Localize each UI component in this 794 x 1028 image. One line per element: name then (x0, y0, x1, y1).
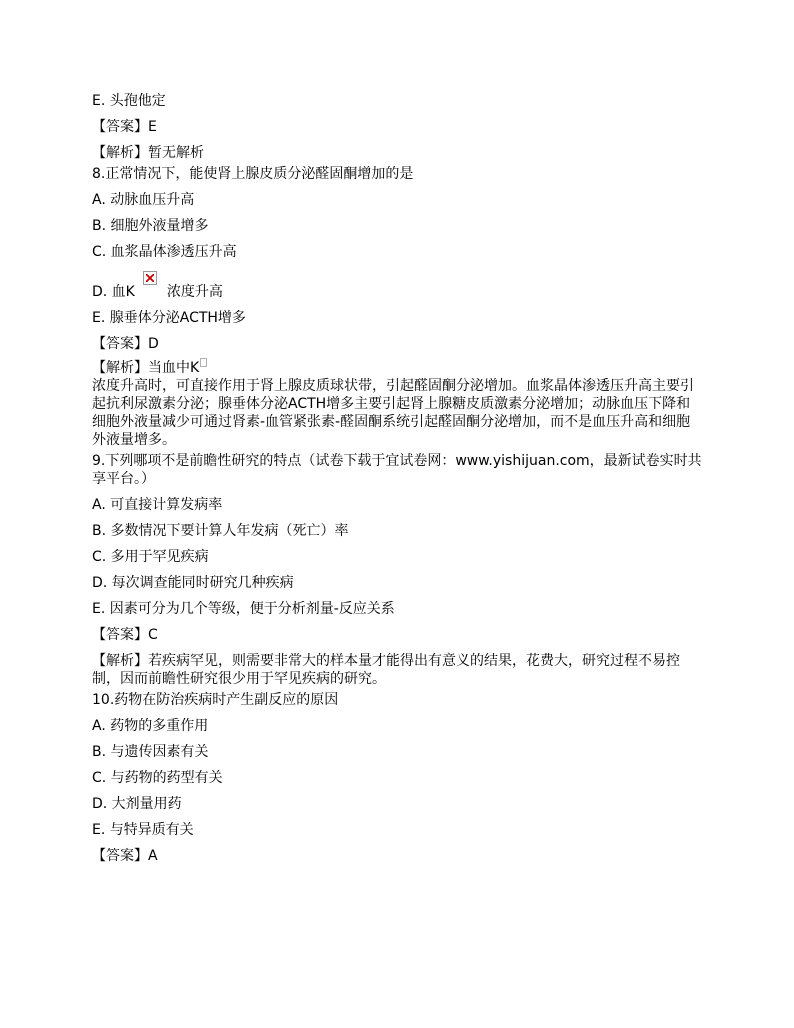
q9-option-c: C. 多用于罕见疾病 (92, 549, 209, 565)
q9-option-a: A. 可直接计算发病率 (92, 497, 223, 513)
document-page (92, 92, 712, 865)
q9-option-e: E. 因素可分为几个等级，便于分析剂量-反应关系 (92, 601, 395, 617)
q8-option-d-prefix: D. 血K (92, 284, 135, 300)
q8-option-b: B. 细胞外液量增多 (92, 218, 209, 234)
q8-analysis-head (92, 359, 712, 377)
q8-analysis-prefix: 【解析】当血中K (92, 360, 200, 376)
q7-analysis: 【解析】暂无解析 (92, 145, 204, 161)
q10-option-d: D. 大剂量用药 (92, 796, 182, 812)
q7-option-e: E. 头孢他定 (92, 93, 166, 109)
q9-option-d: D. 每次调查能同时研究几种疾病 (92, 575, 294, 591)
q8-option-d-suffix: 浓度升高 (166, 284, 223, 300)
q9-analysis: 【解析】若疾病罕见，则需要非常大的样本量才能得出有意义的结果，花费大，研究过程不易控制，因而前瞻性研究很少用于罕见疾病的研究。 (92, 653, 680, 687)
q8-option-e: E. 腺垂体分泌ACTH增多 (92, 310, 246, 326)
q10-option-a: A. 药物的多重作用 (92, 718, 209, 734)
q10-option-e: E. 与特异质有关 (92, 822, 194, 838)
small-image-icon (200, 358, 207, 367)
q9-option-b: B. 多数情况下要计算人年发病（死亡）率 (92, 523, 349, 539)
q8-option-a: A. 动脉血压升高 (92, 192, 195, 208)
broken-image-icon (143, 271, 157, 285)
q8-option-d (92, 283, 712, 301)
q10-question: 10.药物在防治疾病时产生副反应的原因 (92, 692, 339, 708)
q7-answer: 【答案】E (92, 119, 157, 135)
q10-option-c: C. 与药物的药型有关 (92, 770, 223, 786)
q8-option-c: C. 血浆晶体渗透压升高 (92, 244, 237, 260)
q9-question: 9.下列哪项不是前瞻性研究的特点（试卷下载于宜试卷网：www.yishijuan.com，最新试卷实时共享平台。） (92, 453, 702, 487)
q10-option-b: B. 与遗传因素有关 (92, 744, 209, 760)
q8-answer: 【答案】D (92, 336, 159, 352)
q8-question: 8.正常情况下，能使肾上腺皮质分泌醛固酮增加的是 (92, 166, 414, 182)
q9-answer: 【答案】C (92, 627, 158, 643)
q10-answer: 【答案】A (92, 848, 158, 864)
q8-analysis-body: 浓度升高时，可直接作用于肾上腺皮质球状带，引起醛固酮分泌增加。血浆晶体渗透压升高主要引起抗利尿激素分泌；腺垂体分泌ACTH增多主要引起肾上腺糖皮质激素分泌增加；动脉血压下降和细胞外液量减少可通过肾素-血管紧张素-醛固酮系统引起醛固酮分泌增加，而不是血压升高和细胞外液量增多。 (92, 378, 694, 448)
